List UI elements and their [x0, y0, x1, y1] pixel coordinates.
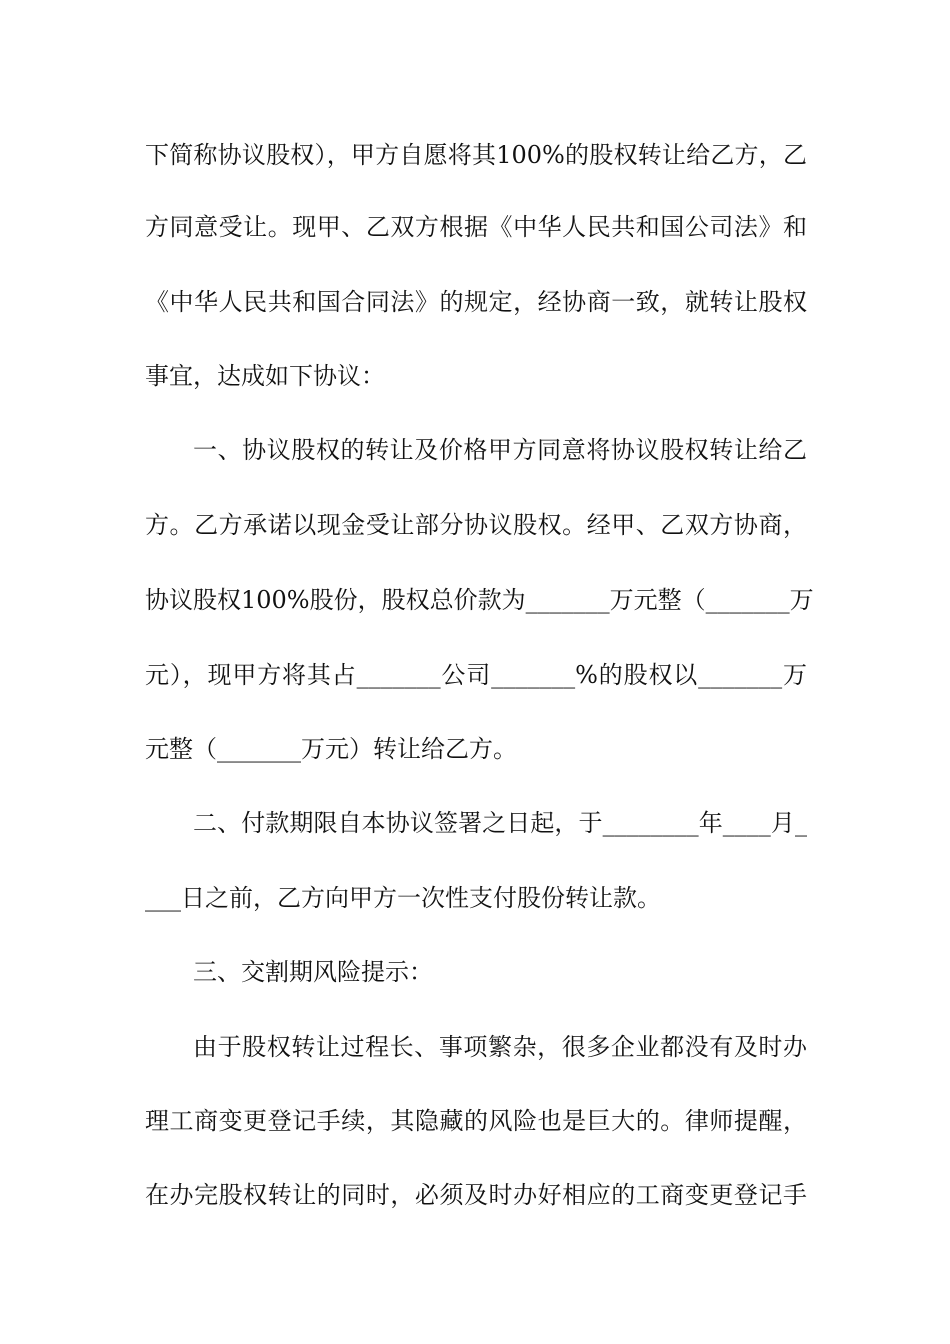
paragraph-line: 元），现甲方将其占_______公司_______%的股权以_______万	[145, 661, 807, 689]
paragraph-line: 事宜，达成如下协议：	[145, 362, 385, 390]
paragraph-line: 元整（_______万元）转让给乙方。	[145, 735, 517, 763]
paragraph-line: 协议股权100%股份，股权总价款为_______万元整（_______万	[145, 586, 814, 614]
paragraph-line: 理工商变更登记手续，其隐藏的风险也是巨大的。律师提醒，	[145, 1107, 807, 1135]
paragraph-line: 下简称协议股权），甲方自愿将其100%的股权转让给乙方，乙	[145, 141, 807, 169]
paragraph-line: 方同意受让。现甲、乙双方根据《中华人民共和国公司法》和	[145, 213, 807, 241]
paragraph-line: 由于股权转让过程长、事项繁杂，很多企业都没有及时办	[193, 1033, 807, 1061]
paragraph-line: 《中华人民共和国合同法》的规定，经协商一致，就转让股权	[145, 288, 807, 316]
paragraph-line: ___日之前，乙方向甲方一次性支付股份转让款。	[145, 884, 661, 912]
clause-heading-line: 一、协议股权的转让及价格甲方同意将协议股权转让给乙	[193, 436, 807, 464]
clause-heading-line: 三、交割期风险提示：	[193, 958, 433, 986]
paragraph-line: 方。乙方承诺以现金受让部分协议股权。经甲、乙双方协商，	[145, 511, 807, 539]
clause-heading-line: 二、付款期限自本协议签署之日起，于________年____月_	[193, 809, 807, 837]
paragraph-line: 在办完股权转让的同时，必须及时办好相应的工商变更登记手	[145, 1181, 807, 1209]
